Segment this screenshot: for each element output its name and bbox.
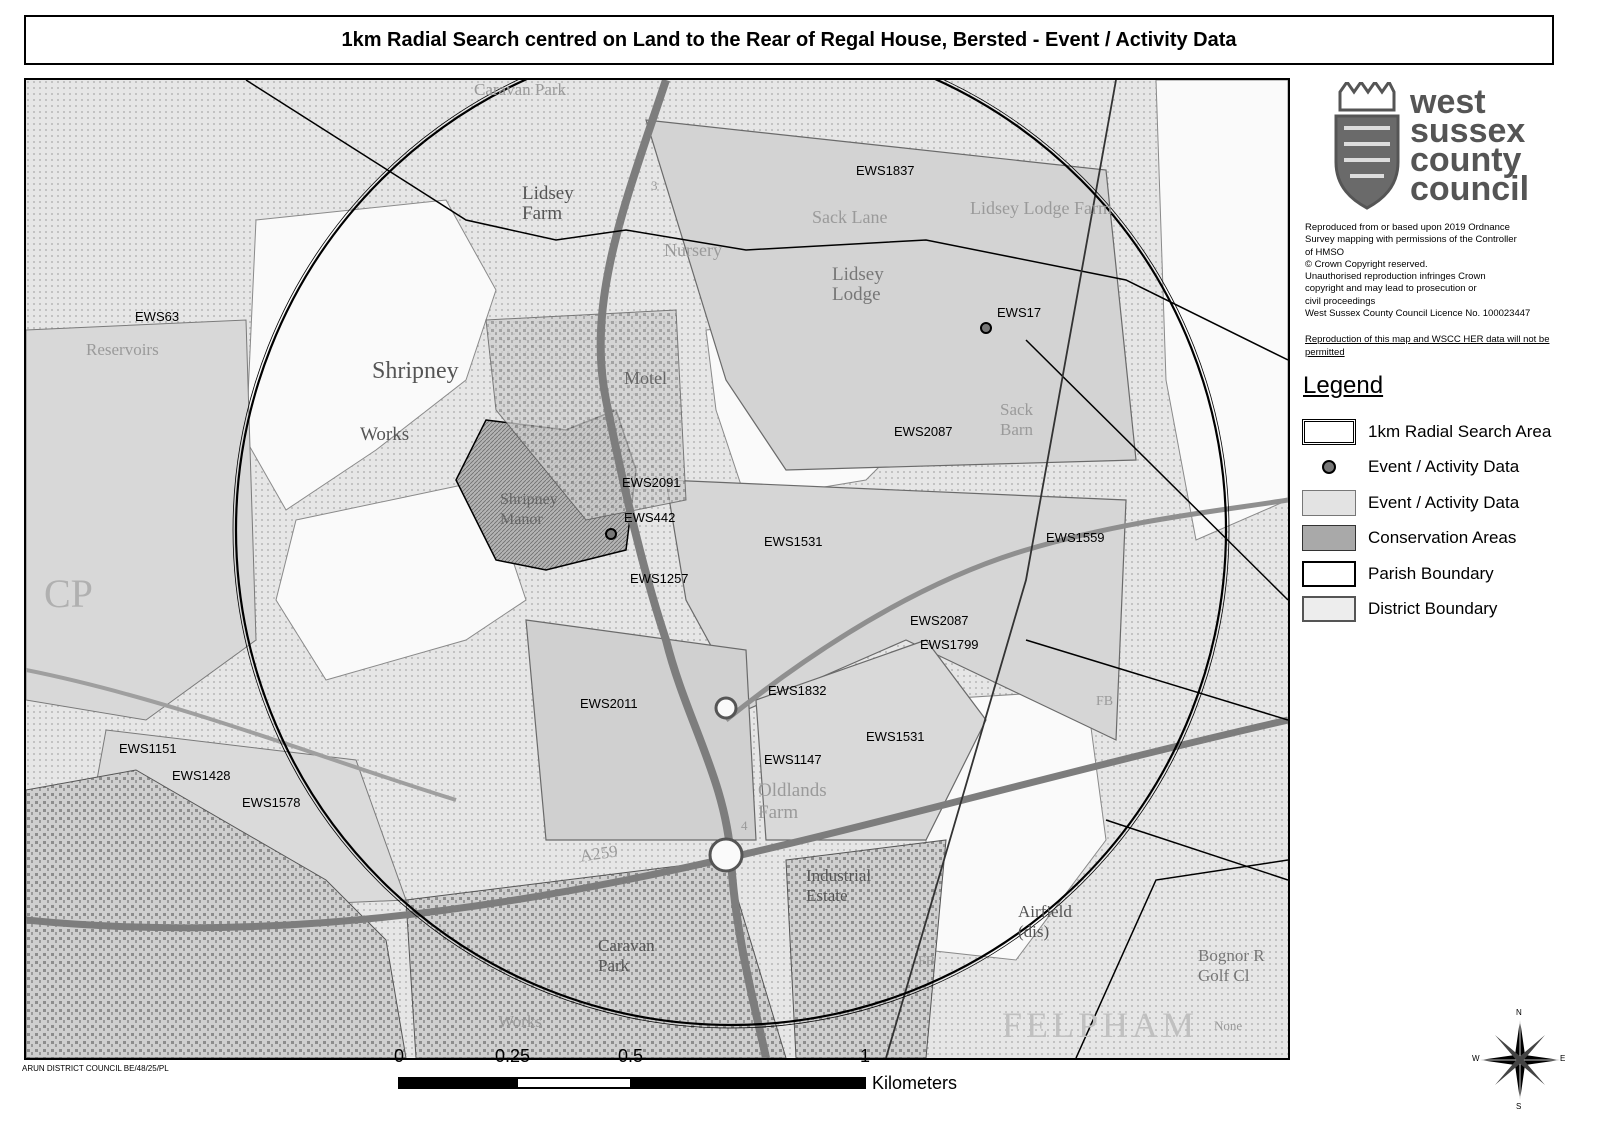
legend-item: District Boundary [1300,592,1551,628]
record-label[interactable]: EWS63 [135,309,180,324]
place-name: Sack Barn [1000,400,1034,439]
place-name: Shripney [372,358,459,384]
place-name: None [1214,1018,1243,1033]
legend-item: Event / Activity Data [1300,485,1551,521]
record-label[interactable]: EWS1832 [768,683,827,698]
logo-text: west sussex county council [1410,83,1530,208]
record-label[interactable]: EWS1147 [764,752,822,767]
roundabout-north [716,698,736,718]
wscc-logo [1332,80,1562,215]
council-reference: ARUN DISTRICT COUNCIL BE/48/25/PL [22,1064,169,1073]
record-label[interactable]: EWS1531 [764,534,823,549]
scale-tick: 0.5 [618,1046,644,1066]
map-title: 1km Radial Search centred on Land to the Rear of Regal House, Bersted - Event / Activity Data [24,15,1554,65]
scale-segment [632,1077,866,1089]
record-label[interactable]: EWS1559 [1046,530,1105,545]
place-name: Bognor R Golf Cl [1198,946,1265,985]
place-name: Caravan Park [474,80,567,99]
legend-item: Conservation Areas [1300,521,1551,557]
legend-item: Event / Activity Data [1300,450,1551,486]
compass-n: N [1516,1008,1522,1017]
record-label[interactable]: EWS1837 [856,163,915,178]
record-label[interactable]: EWS1151 [119,741,177,756]
place-name: CP [44,571,93,616]
place-name: FB [918,954,936,969]
scale-tick: 0.25 [495,1046,531,1066]
record-label[interactable]: EWS1428 [172,768,231,783]
radial-search-swatch [1302,419,1356,445]
legend-title: Legend [1303,372,1384,399]
legend-item: Parish Boundary [1300,556,1551,592]
event-point-swatch [1302,454,1356,480]
scale-segment [516,1077,632,1089]
place-name: FELPHAM [1002,1005,1199,1045]
map-canvas[interactable] [24,78,1290,1060]
scale-bar [394,1040,978,1100]
place-name: Shripney Manor [500,491,558,528]
record-label[interactable]: EWS1531 [866,729,925,744]
place-name: Caravan Park [598,936,655,975]
record-label[interactable]: EWS2087 [894,424,953,439]
place-name: Nursery [664,240,722,260]
record-label[interactable]: EWS1799 [920,637,979,652]
place-name: A259 [578,841,619,866]
parish-boundary-swatch [1302,561,1356,587]
record-label[interactable]: EWS442 [624,510,676,525]
place-name: Reservoirs [86,340,159,359]
place-name: Works [498,1012,542,1031]
copyright-text: Reproduced from or based upon 2019 Ordnance Survey mapping with permissions of the Controller of HMSO © Crown Copyright reserved. Unauthorised reproduction infringes Crown copyright and may lead to prosecution or civil proceedings West Sussex County Council Licence No. 100023447 [1305,222,1531,320]
record-label[interactable]: EWS17 [997,305,1042,320]
crest-icon [1332,82,1402,212]
place-name: Lidsey Lodge [832,264,884,305]
place-name: 3 [651,178,658,193]
record-label[interactable]: EWS1257 [630,571,689,586]
compass-e: E [1560,1054,1566,1063]
place-name: Works [360,424,410,445]
map-graphics [26,80,1288,1058]
district-boundary-swatch [1302,596,1356,622]
roundabout-south [710,839,742,871]
place-name: Sack Lane [812,207,888,227]
scale-segment [398,1077,516,1089]
event-point-marker[interactable] [606,529,616,539]
event-area[interactable] [26,320,256,720]
place-name: Oldlands Farm [758,780,827,823]
record-label[interactable]: EWS1578 [242,795,301,810]
scale-tick: 0 [394,1046,405,1066]
legend [1300,414,1551,627]
scale-tick: 1 [860,1046,871,1066]
legend-item: 1km Radial Search Area [1300,414,1551,450]
reproduction-notice: Reproduction of this map and WSCC HER data will not be permitted [1305,334,1550,358]
scale-units: Kilometers [872,1073,958,1093]
conservation-swatch [1302,525,1356,551]
event-point-marker[interactable] [981,323,991,333]
place-name: Lidsey Lodge Farm [970,198,1112,218]
place-name: FB [1096,694,1114,709]
place-name: Lidsey Farm [522,183,574,224]
compass-w: W [1472,1054,1480,1063]
place-name: Industrial Estate [806,866,872,905]
record-label[interactable]: EWS2091 [622,475,681,490]
compass-s: S [1516,1102,1522,1111]
north-arrow [1470,1010,1570,1110]
place-name: Motel [624,368,667,388]
compass-rose-icon [1470,1010,1570,1110]
event-area-swatch [1302,490,1356,516]
record-label[interactable]: EWS2011 [580,696,638,711]
side-panel [1300,78,1590,1128]
record-label[interactable]: EWS2087 [910,613,969,628]
place-name: 4 [741,818,748,833]
place-name: Airfield (dis) [1018,902,1072,941]
